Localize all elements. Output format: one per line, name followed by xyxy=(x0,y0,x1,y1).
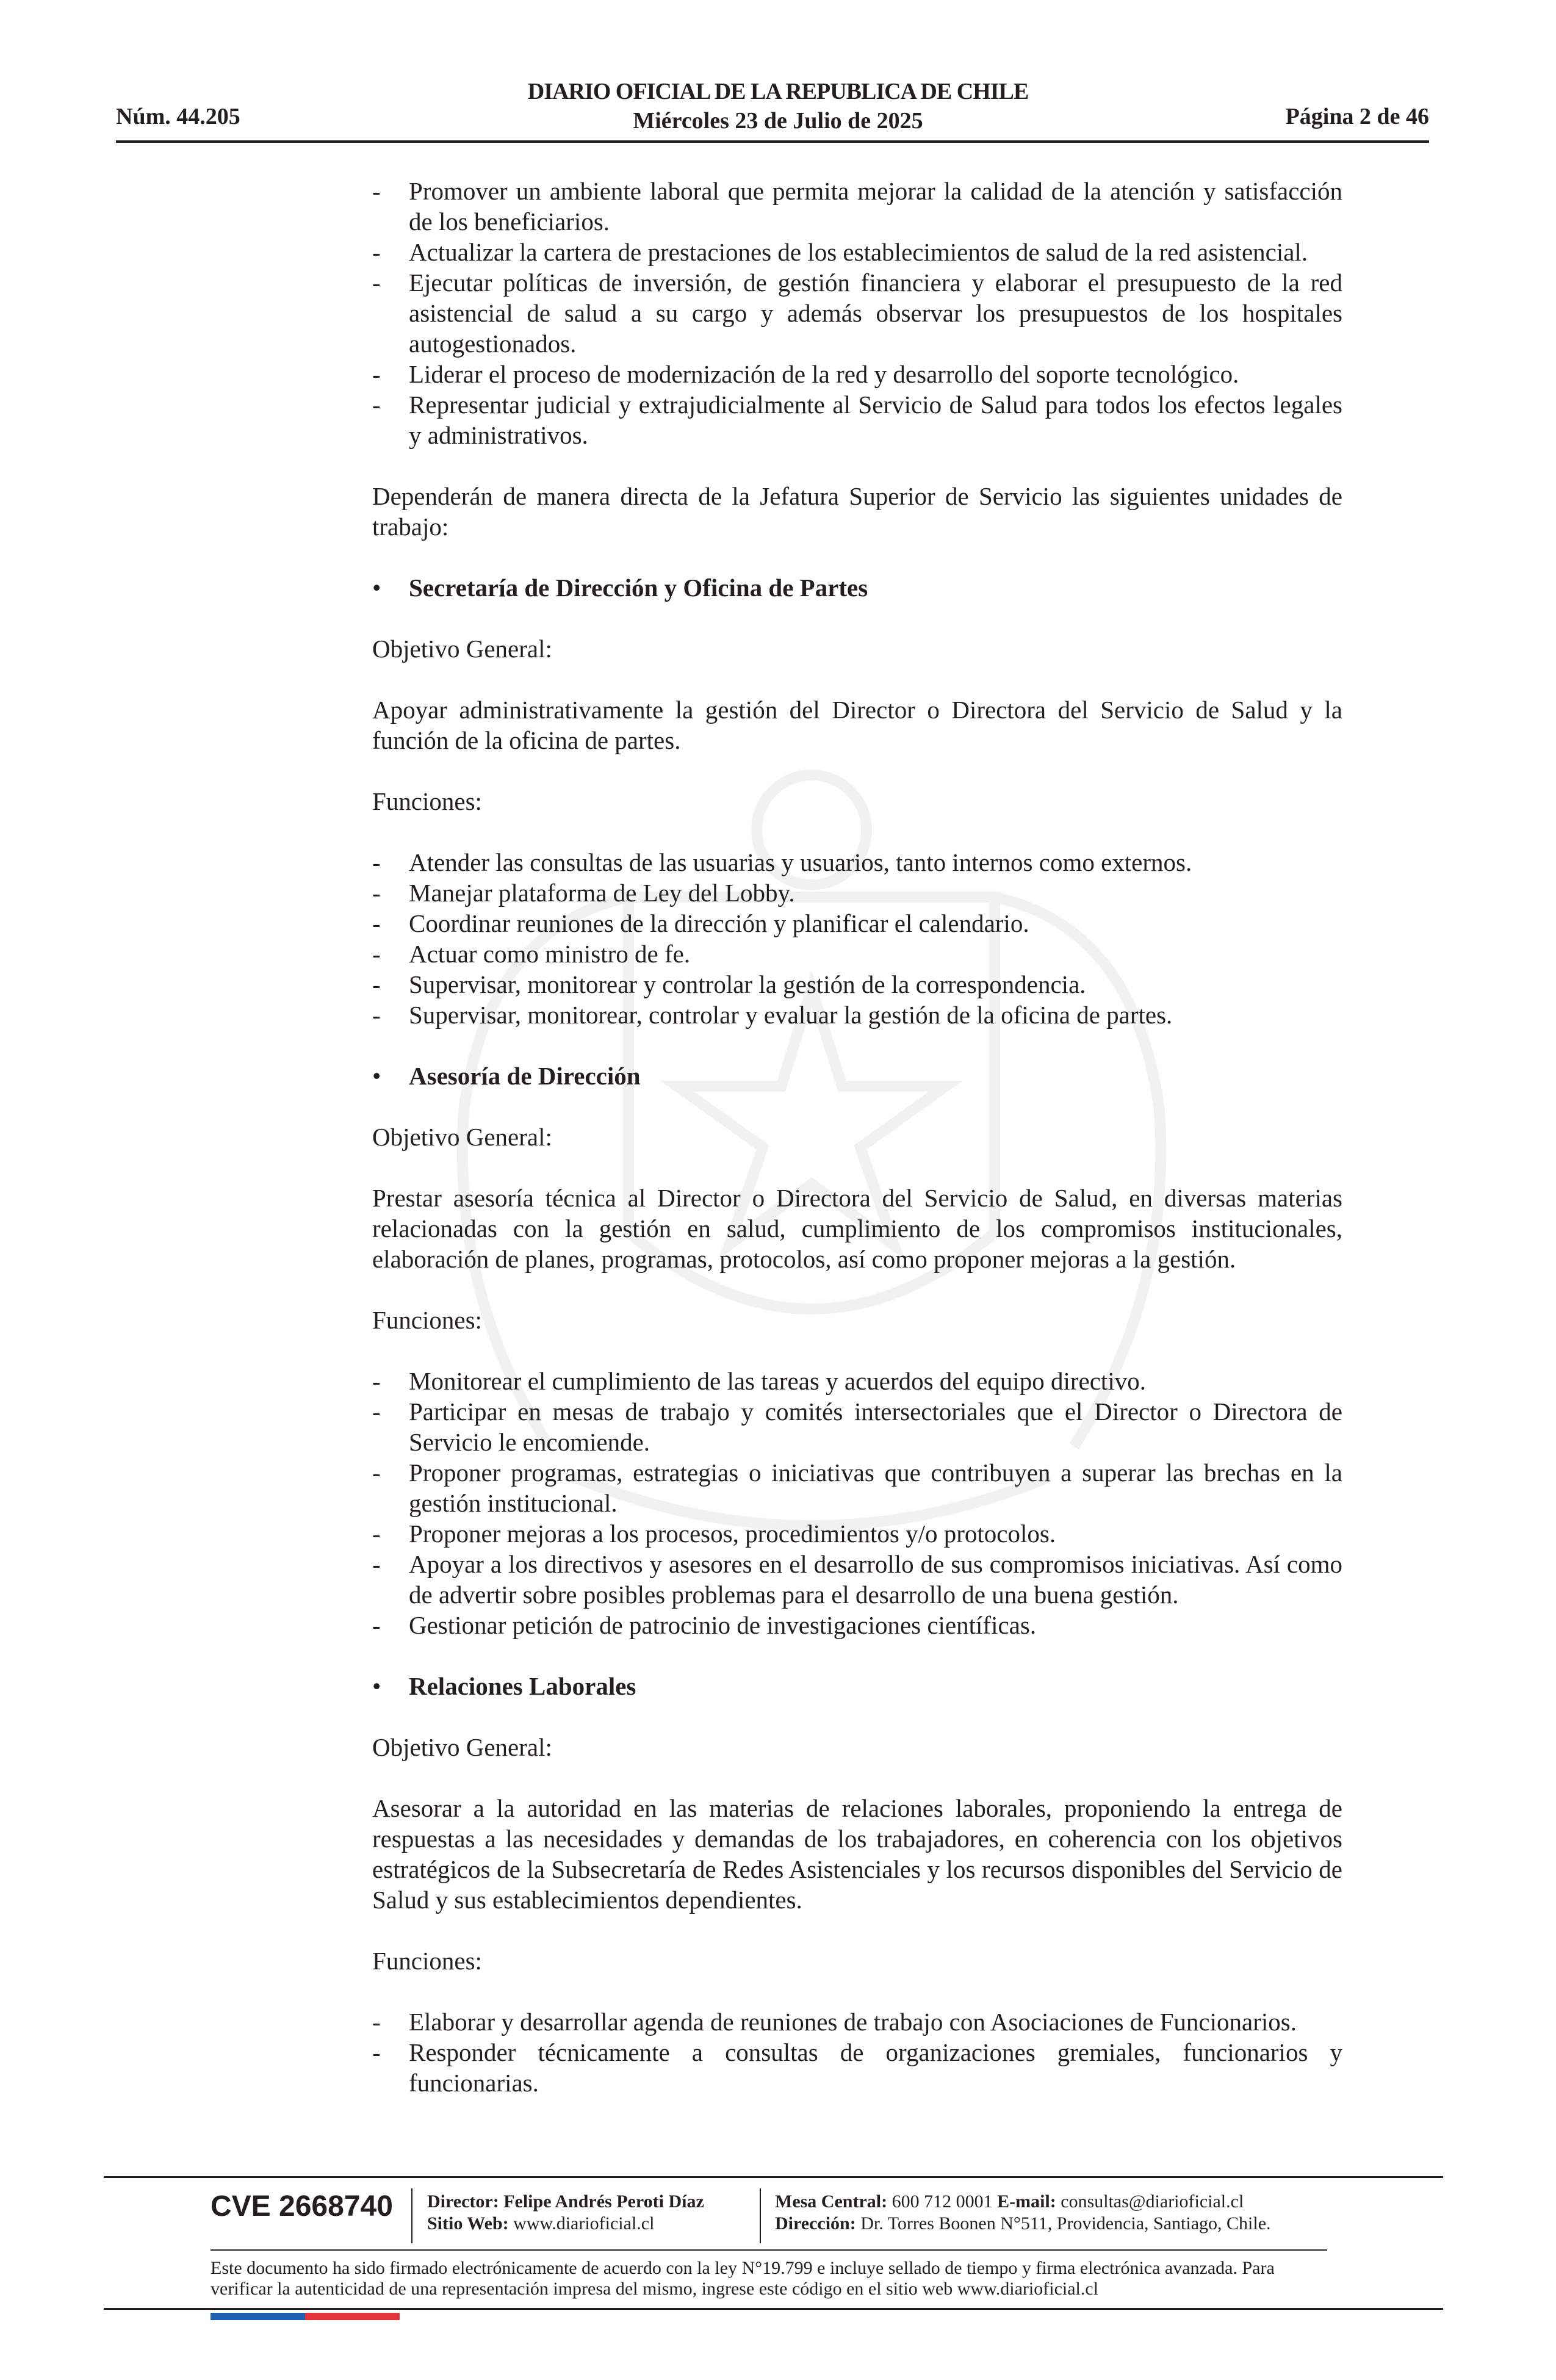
spacer xyxy=(372,664,1342,694)
dash-marker: - xyxy=(372,970,381,998)
spacer xyxy=(372,450,1342,481)
spacer xyxy=(372,755,1342,786)
dash-marker: - xyxy=(372,238,381,266)
spacer xyxy=(372,1274,1342,1305)
spacer xyxy=(372,603,1342,633)
list-item-text: Participar en mesas de trabajo y comités intersectoriales que el Director o Directora de Servicio le encomiende. xyxy=(409,1397,1342,1456)
section-title: Secretaría de Dirección y Oficina de Partes xyxy=(409,574,868,602)
section-heading xyxy=(372,1061,1342,1091)
objective-text: Apoyar administrativamente la gestión del Director o Directora del Servicio de Salud y la función de la oficina de partes. xyxy=(372,696,1342,754)
functions-label: Funciones: xyxy=(372,1306,482,1334)
director-label: Director: xyxy=(427,2191,499,2212)
address-label: Dirección: xyxy=(775,2213,856,2234)
list-item-text: Manejar plataforma de Ley del Lobby. xyxy=(409,879,795,907)
list-item-text: Apoyar a los directivos y asesores en el desarrollo de sus compromisos iniciativas. Así como de advertir sobre posibles problemas para el desarrollo de una buena gestión. xyxy=(409,1550,1342,1609)
website-label: Sitio Web: xyxy=(427,2213,509,2234)
dash-marker: - xyxy=(372,879,381,907)
list-item xyxy=(372,237,1342,267)
spacer xyxy=(372,1091,1342,1122)
footer-divider-bottom xyxy=(104,2308,1443,2310)
objective-text: Asesorar a la autoridad en las materias de relaciones laborales, proponiendo la entrega de respuestas a las necesidades y demandas de los trabajadores, en coherencia con los objetivos estratégicos de la Subsecretaría de Redes Asistenciales y los recursos disponibles del Servicio de Salud y sus establecimientos dependientes. xyxy=(372,1794,1342,1914)
section-title: Relaciones Laborales xyxy=(409,1672,636,1700)
bullet-marker: • xyxy=(372,1672,381,1700)
functions-label: Funciones: xyxy=(372,787,482,815)
dash-marker: - xyxy=(372,1611,381,1639)
section-title: Asesoría de Dirección xyxy=(409,1062,641,1090)
dash-marker: - xyxy=(372,1520,381,1548)
issue-date: Miércoles 23 de Julio de 2025 xyxy=(633,108,923,134)
spacer xyxy=(372,1335,1342,1366)
bullet-marker: • xyxy=(372,1062,381,1090)
footer-divider-middle xyxy=(211,2249,1327,2251)
dash-marker: - xyxy=(372,177,381,205)
footer-separator xyxy=(411,2188,412,2243)
spacer xyxy=(372,542,1342,572)
dash-marker: - xyxy=(372,848,381,876)
flag-stripe-blue xyxy=(211,2313,305,2320)
spacer xyxy=(372,1701,1342,1732)
dash-marker: - xyxy=(372,360,381,388)
list-item xyxy=(372,878,1342,908)
spacer xyxy=(372,1976,1342,2007)
list-item-text: Proponer mejoras a los procesos, procedimientos y/o protocolos. xyxy=(409,1520,1056,1548)
dash-marker: - xyxy=(372,940,381,968)
spacer xyxy=(372,1640,1342,1671)
list-item-text: Responder técnicamente a consultas de organizaciones gremiales, funcionarios y funcionarias. xyxy=(409,2038,1342,2097)
list-item-text: Monitorear el cumplimiento de las tareas y acuerdos del equipo directivo. xyxy=(409,1367,1146,1395)
spacer xyxy=(372,1152,1342,1183)
list-item-text: Liderar el proceso de modernización de la red y desarrollo del soporte tecnológico. xyxy=(409,360,1239,388)
cve-code: CVE 2668740 xyxy=(211,2190,393,2223)
phone-value: 600 712 0001 xyxy=(891,2191,993,2212)
list-item xyxy=(372,176,1342,237)
objective-label: Objetivo General: xyxy=(372,1123,552,1151)
footer-separator xyxy=(760,2188,761,2243)
spacer xyxy=(372,1915,1342,1945)
list-item-text: Atender las consultas de las usuarias y usuarios, tanto internos como externos. xyxy=(409,848,1192,876)
intro-paragraph: Dependerán de manera directa de la Jefatura Superior de Servicio las siguientes unidades de trabajo: xyxy=(372,482,1342,541)
dash-marker: - xyxy=(372,1367,381,1395)
list-item xyxy=(372,1457,1342,1518)
list-item xyxy=(372,847,1342,878)
section-heading xyxy=(372,1671,1342,1701)
dash-marker: - xyxy=(372,1397,381,1426)
email-link[interactable]: consultas@diarioficial.cl xyxy=(1061,2191,1244,2212)
document-body xyxy=(372,176,1342,2098)
list-item xyxy=(372,969,1342,1000)
dash-marker: - xyxy=(372,2008,381,2036)
footer-divider-top xyxy=(104,2176,1443,2178)
objective-label: Objetivo General: xyxy=(372,1733,552,1761)
spacer xyxy=(372,1030,1342,1061)
phone-label: Mesa Central: xyxy=(775,2191,888,2212)
footer-contact-block xyxy=(775,2191,1271,2235)
list-item-text: Elaborar y desarrollar agenda de reuniones de trabajo con Asociaciones de Funcionarios. xyxy=(409,2008,1297,2036)
dash-marker: - xyxy=(372,2038,381,2066)
list-item-text: Ejecutar políticas de inversión, de gestión financiera y elaborar el presupuesto de la red asistencial de salud a su cargo y además observar los presupuestos de los hospitales autogestionados. xyxy=(409,269,1342,358)
list-item-text: Gestionar petición de patrocinio de investigaciones científicas. xyxy=(409,1611,1037,1639)
list-item xyxy=(372,1610,1342,1640)
email-label: E-mail: xyxy=(997,2191,1056,2212)
address-value: Dr. Torres Boonen N°511, Providencia, Santiago, Chile. xyxy=(860,2213,1271,2234)
list-item xyxy=(372,1518,1342,1549)
list-item xyxy=(372,389,1342,450)
bullet-marker: • xyxy=(372,574,381,602)
list-item xyxy=(372,908,1342,939)
list-item xyxy=(372,1000,1342,1030)
list-item xyxy=(372,2037,1342,2098)
dash-marker: - xyxy=(372,1001,381,1029)
section-heading xyxy=(372,572,1342,603)
website-link[interactable]: www.diarioficial.cl xyxy=(513,2213,655,2234)
page-indicator: Página 2 de 46 xyxy=(1285,104,1429,129)
list-item xyxy=(372,1396,1342,1457)
list-item-text: Supervisar, monitorear y controlar la gestión de la correspondencia. xyxy=(409,970,1086,998)
objective-label: Objetivo General: xyxy=(372,635,552,663)
list-item xyxy=(372,1549,1342,1610)
list-item-text: Promover un ambiente laboral que permita mejorar la calidad de la atención y satisfacción de los beneficiarios. xyxy=(409,177,1342,236)
spacer xyxy=(372,1762,1342,1793)
list-item-text: Proponer programas, estrategias o iniciativas que contribuyen a superar las brechas en la gestión institucional. xyxy=(409,1459,1342,1517)
list-item-text: Actuar como ministro de fe. xyxy=(409,940,691,968)
list-item xyxy=(372,939,1342,969)
dash-marker: - xyxy=(372,391,381,419)
list-item xyxy=(372,2007,1342,2037)
legal-notice: Este documento ha sido firmado electrónicamente de acuerdo con la ley N°19.799 e incluye sellado de tiempo y firma electrónica avanzada. Para verificar la autenticidad de una representación impresa del mismo, ingrese este código en el sitio web www.diarioficial.cl xyxy=(211,2258,1275,2299)
list-item-text: Actualizar la cartera de prestaciones de los establecimientos de salud de la red asistencial. xyxy=(409,238,1308,266)
dash-marker: - xyxy=(372,909,381,937)
flag-stripe-red xyxy=(305,2313,400,2320)
dash-marker: - xyxy=(372,269,381,297)
dash-marker: - xyxy=(372,1550,381,1578)
list-item-text: Supervisar, monitorear, controlar y evaluar la gestión de la oficina de partes. xyxy=(409,1001,1173,1029)
objective-text: Prestar asesoría técnica al Director o Directora del Servicio de Salud, en diversas materias relacionadas con la gestión en salud, cumplimiento de los compromisos institucionales, elaboración de planes, programas, protocolos, así como proponer mejoras a la gestión. xyxy=(372,1184,1342,1273)
header-divider xyxy=(116,140,1429,143)
issue-number: Núm. 44.205 xyxy=(116,104,240,129)
list-item xyxy=(372,1366,1342,1396)
dash-marker: - xyxy=(372,1459,381,1487)
list-item-text: Coordinar reuniones de la dirección y planificar el calendario. xyxy=(409,909,1029,937)
masthead-title: DIARIO OFICIAL DE LA REPUBLICA DE CHILE xyxy=(527,79,1029,104)
spacer xyxy=(372,817,1342,847)
footer-director-block xyxy=(427,2191,704,2235)
functions-label: Funciones: xyxy=(372,1947,482,1975)
list-item xyxy=(372,359,1342,389)
list-item-text: Representar judicial y extrajudicialmente al Servicio de Salud para todos los efectos legales y administrativos. xyxy=(409,391,1342,449)
list-item xyxy=(372,267,1342,359)
director-name: Felipe Andrés Peroti Díaz xyxy=(503,2191,704,2212)
